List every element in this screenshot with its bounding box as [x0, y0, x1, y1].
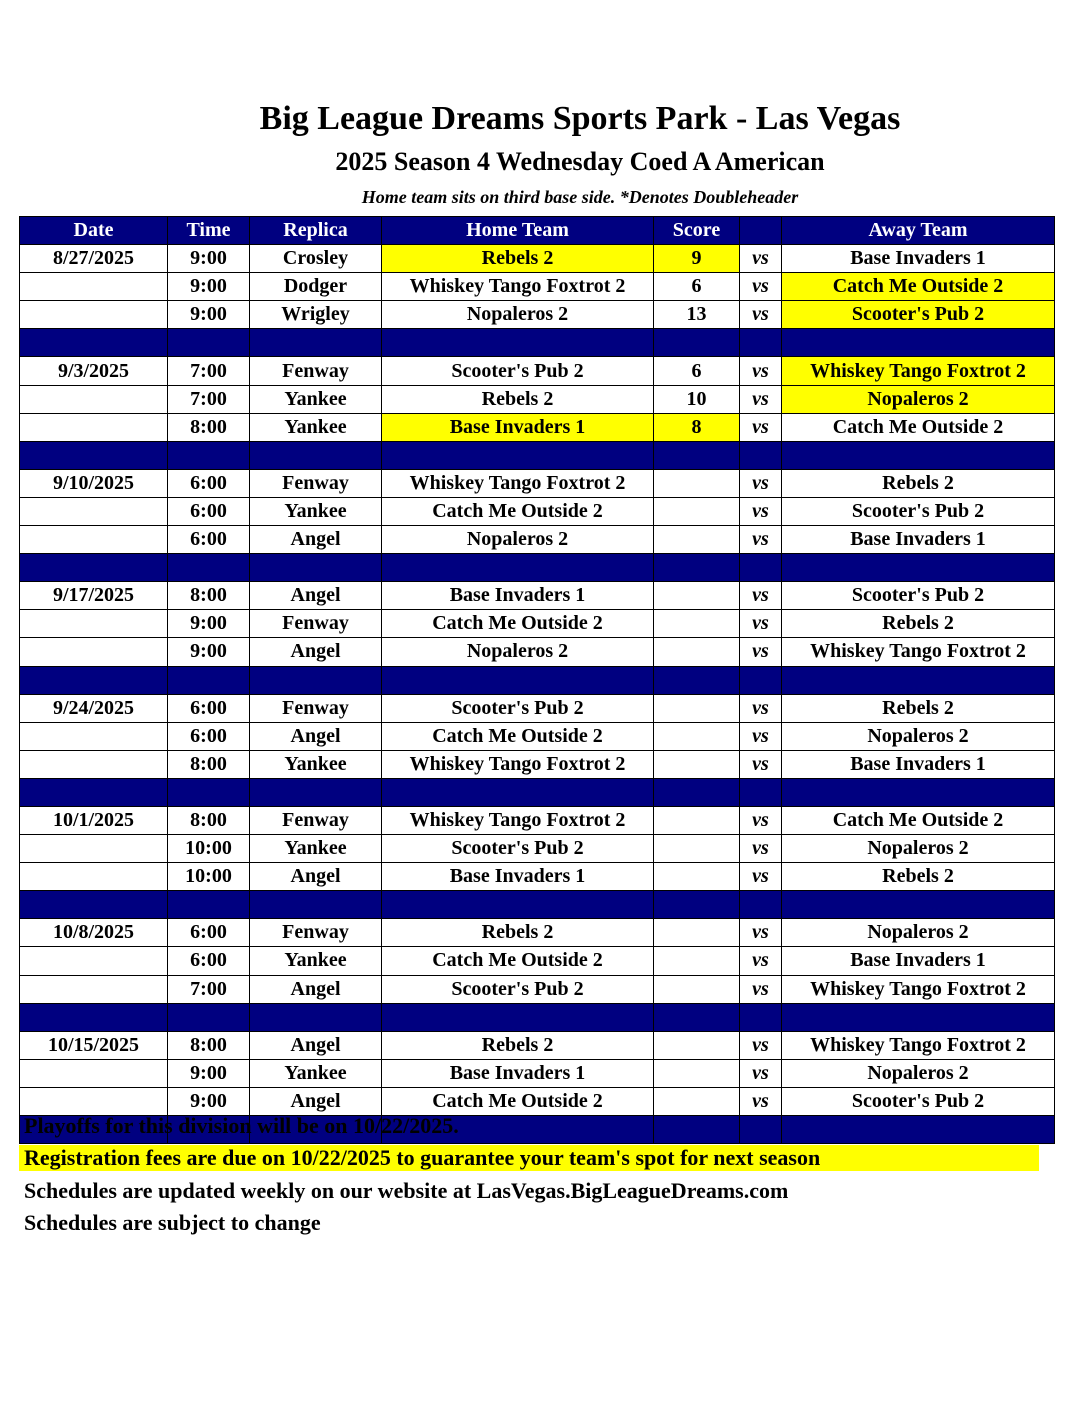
home-team: Catch Me Outside 2 [382, 1087, 654, 1115]
away-team: Scooter's Pub 2 [782, 582, 1055, 610]
away-team: Nopaleros 2 [782, 835, 1055, 863]
game-score: 8 [654, 413, 740, 441]
separator-cell [654, 329, 740, 357]
game-score: 9 [654, 245, 740, 273]
vs-label: vs [740, 526, 782, 554]
game-score [654, 835, 740, 863]
table-row [20, 806, 1055, 834]
game-score [654, 469, 740, 497]
vs-label: vs [740, 835, 782, 863]
vs-label: vs [740, 273, 782, 301]
vs-label: vs [740, 245, 782, 273]
away-team: Base Invaders 1 [782, 947, 1055, 975]
game-time: 6:00 [168, 526, 250, 554]
game-date [20, 1059, 168, 1087]
separator-cell [168, 778, 250, 806]
game-date [20, 975, 168, 1003]
vs-label: vs [740, 357, 782, 385]
table-row [20, 975, 1055, 1003]
game-score [654, 694, 740, 722]
game-date [20, 638, 168, 666]
game-field: Angel [250, 582, 382, 610]
vs-label: vs [740, 722, 782, 750]
column-header-home-team: Home Team [382, 217, 654, 245]
game-date [20, 610, 168, 638]
table-row [20, 750, 1055, 778]
season-subtitle: 2025 Season 4 Wednesday Coed A American [335, 147, 825, 176]
separator-cell [654, 891, 740, 919]
game-time: 6:00 [168, 694, 250, 722]
separator-cell [740, 329, 782, 357]
game-date [20, 301, 168, 329]
separator-cell [250, 554, 382, 582]
game-time: 9:00 [168, 1059, 250, 1087]
home-team: Base Invaders 1 [382, 413, 654, 441]
separator-cell [382, 329, 654, 357]
game-date: 9/3/2025 [20, 357, 168, 385]
table-row [20, 582, 1055, 610]
game-field: Yankee [250, 947, 382, 975]
separator-cell [250, 441, 382, 469]
game-score: 13 [654, 301, 740, 329]
away-team: Scooter's Pub 2 [782, 1087, 1055, 1115]
separator-cell [250, 891, 382, 919]
table-row [20, 497, 1055, 525]
game-field: Angel [250, 1087, 382, 1115]
separator-cell [782, 329, 1055, 357]
game-field: Angel [250, 1031, 382, 1059]
vs-label: vs [740, 1087, 782, 1115]
table-row [20, 947, 1055, 975]
separator-cell [382, 666, 654, 694]
game-field: Fenway [250, 357, 382, 385]
game-field: Fenway [250, 469, 382, 497]
separator-cell [654, 1116, 740, 1144]
game-date [20, 273, 168, 301]
game-date: 10/1/2025 [20, 806, 168, 834]
table-row [20, 610, 1055, 638]
game-field: Fenway [250, 919, 382, 947]
game-score [654, 919, 740, 947]
vs-label: vs [740, 975, 782, 1003]
column-header-score: Score [654, 217, 740, 245]
vs-label: vs [740, 301, 782, 329]
separator-cell [168, 329, 250, 357]
home-team: Nopaleros 2 [382, 301, 654, 329]
game-field: Crosley [250, 245, 382, 273]
home-team: Rebels 2 [382, 385, 654, 413]
table-row [20, 1031, 1055, 1059]
game-field: Fenway [250, 610, 382, 638]
away-team: Rebels 2 [782, 610, 1055, 638]
away-team: Rebels 2 [782, 694, 1055, 722]
away-team: Rebels 2 [782, 469, 1055, 497]
table-row [20, 469, 1055, 497]
separator-cell [20, 666, 168, 694]
game-time: 8:00 [168, 582, 250, 610]
page-title: Big League Dreams Sports Park - Las Vegas [259, 100, 901, 137]
table-row [20, 1087, 1055, 1115]
game-time: 9:00 [168, 638, 250, 666]
home-team: Catch Me Outside 2 [382, 497, 654, 525]
separator-cell [250, 666, 382, 694]
schedule-note: Home team sits on third base side. *Denotes Doubleheader [361, 187, 799, 207]
vs-label: vs [740, 1031, 782, 1059]
game-time: 10:00 [168, 835, 250, 863]
game-time: 8:00 [168, 1031, 250, 1059]
separator-cell [382, 554, 654, 582]
column-header-replica: Replica [250, 217, 382, 245]
game-field: Wrigley [250, 301, 382, 329]
away-team: Nopaleros 2 [782, 385, 1055, 413]
game-score: 10 [654, 385, 740, 413]
game-score [654, 638, 740, 666]
vs-label: vs [740, 863, 782, 891]
game-time: 8:00 [168, 413, 250, 441]
game-date: 9/17/2025 [20, 582, 168, 610]
home-team: Rebels 2 [382, 1031, 654, 1059]
game-date [20, 947, 168, 975]
separator-cell [782, 778, 1055, 806]
game-time: 9:00 [168, 273, 250, 301]
away-team: Whiskey Tango Foxtrot 2 [782, 638, 1055, 666]
away-team: Scooter's Pub 2 [782, 497, 1055, 525]
game-date: 8/27/2025 [20, 245, 168, 273]
week-separator-row [20, 554, 1055, 582]
separator-cell [782, 1116, 1055, 1144]
away-team: Nopaleros 2 [782, 722, 1055, 750]
home-team: Nopaleros 2 [382, 526, 654, 554]
separator-cell [740, 554, 782, 582]
game-date [20, 413, 168, 441]
game-score [654, 722, 740, 750]
separator-cell [654, 1003, 740, 1031]
table-row [20, 694, 1055, 722]
separator-cell [250, 778, 382, 806]
game-date [20, 385, 168, 413]
vs-label: vs [740, 1059, 782, 1087]
away-team: Whiskey Tango Foxtrot 2 [782, 1031, 1055, 1059]
home-team: Rebels 2 [382, 245, 654, 273]
game-time: 6:00 [168, 919, 250, 947]
away-team: Whiskey Tango Foxtrot 2 [782, 357, 1055, 385]
separator-cell [740, 441, 782, 469]
separator-cell [740, 778, 782, 806]
week-separator-row [20, 441, 1055, 469]
separator-cell [654, 666, 740, 694]
home-team: Scooter's Pub 2 [382, 835, 654, 863]
game-time: 7:00 [168, 357, 250, 385]
separator-cell [168, 666, 250, 694]
game-date [20, 863, 168, 891]
separator-cell [740, 1116, 782, 1144]
game-time: 7:00 [168, 975, 250, 1003]
separator-cell [382, 1003, 654, 1031]
game-date: 9/24/2025 [20, 694, 168, 722]
vs-label: vs [740, 413, 782, 441]
schedule-table [19, 216, 1055, 1144]
separator-cell [20, 778, 168, 806]
game-field: Yankee [250, 385, 382, 413]
home-team: Base Invaders 1 [382, 582, 654, 610]
week-separator-row [20, 1003, 1055, 1031]
game-time: 8:00 [168, 806, 250, 834]
separator-cell [382, 891, 654, 919]
game-date [20, 1087, 168, 1115]
game-score [654, 582, 740, 610]
game-field: Fenway [250, 806, 382, 834]
away-team: Base Invaders 1 [782, 245, 1055, 273]
game-date [20, 722, 168, 750]
game-field: Angel [250, 526, 382, 554]
column-header-date: Date [20, 217, 168, 245]
registration-note: Registration fees are due on 10/22/2025 to guarantee your team's spot for next season [19, 1145, 1039, 1171]
home-team: Rebels 2 [382, 919, 654, 947]
vs-label: vs [740, 497, 782, 525]
game-time: 9:00 [168, 610, 250, 638]
separator-cell [782, 1003, 1055, 1031]
game-time: 6:00 [168, 497, 250, 525]
home-team: Scooter's Pub 2 [382, 357, 654, 385]
week-separator-row [20, 778, 1055, 806]
separator-cell [382, 778, 654, 806]
vs-label: vs [740, 947, 782, 975]
game-field: Dodger [250, 273, 382, 301]
game-score [654, 1087, 740, 1115]
updates-note: Schedules are updated weekly on our website at LasVegas.BigLeagueDreams.com [24, 1178, 789, 1203]
game-field: Angel [250, 975, 382, 1003]
week-separator-row [20, 329, 1055, 357]
game-score [654, 750, 740, 778]
game-score [654, 526, 740, 554]
table-header-row [20, 217, 1055, 245]
change-note: Schedules are subject to change [24, 1210, 321, 1235]
game-time: 6:00 [168, 469, 250, 497]
away-team: Catch Me Outside 2 [782, 413, 1055, 441]
game-time: 9:00 [168, 301, 250, 329]
separator-cell [782, 441, 1055, 469]
home-team: Catch Me Outside 2 [382, 610, 654, 638]
game-score [654, 863, 740, 891]
table-row [20, 526, 1055, 554]
away-team: Catch Me Outside 2 [782, 273, 1055, 301]
game-field: Angel [250, 863, 382, 891]
vs-label: vs [740, 750, 782, 778]
game-time: 6:00 [168, 947, 250, 975]
game-time: 7:00 [168, 385, 250, 413]
separator-cell [740, 666, 782, 694]
separator-cell [20, 329, 168, 357]
game-time: 9:00 [168, 245, 250, 273]
game-date [20, 835, 168, 863]
game-score [654, 1031, 740, 1059]
separator-cell [168, 891, 250, 919]
column-header-away-team: Away Team [782, 217, 1055, 245]
vs-label: vs [740, 638, 782, 666]
vs-label: vs [740, 385, 782, 413]
separator-cell [382, 441, 654, 469]
game-score [654, 497, 740, 525]
column-header-time: Time [168, 217, 250, 245]
table-row [20, 722, 1055, 750]
game-field: Fenway [250, 694, 382, 722]
game-date: 9/10/2025 [20, 469, 168, 497]
game-score [654, 947, 740, 975]
week-separator-row [20, 666, 1055, 694]
table-row [20, 919, 1055, 947]
table-row [20, 1059, 1055, 1087]
table-row [20, 413, 1055, 441]
game-score [654, 806, 740, 834]
home-team: Base Invaders 1 [382, 1059, 654, 1087]
home-team: Scooter's Pub 2 [382, 694, 654, 722]
vs-label: vs [740, 694, 782, 722]
table-row [20, 863, 1055, 891]
game-field: Yankee [250, 413, 382, 441]
away-team: Scooter's Pub 2 [782, 301, 1055, 329]
away-team: Catch Me Outside 2 [782, 806, 1055, 834]
home-team: Catch Me Outside 2 [382, 722, 654, 750]
game-field: Yankee [250, 750, 382, 778]
table-row [20, 385, 1055, 413]
separator-cell [740, 891, 782, 919]
table-row [20, 245, 1055, 273]
separator-cell [168, 1003, 250, 1031]
vs-label: vs [740, 806, 782, 834]
game-score [654, 975, 740, 1003]
table-row [20, 357, 1055, 385]
separator-cell [250, 1003, 382, 1031]
table-row [20, 638, 1055, 666]
home-team: Nopaleros 2 [382, 638, 654, 666]
separator-cell [740, 1003, 782, 1031]
game-date [20, 750, 168, 778]
game-field: Angel [250, 722, 382, 750]
away-team: Base Invaders 1 [782, 526, 1055, 554]
separator-cell [654, 778, 740, 806]
game-date: 10/15/2025 [20, 1031, 168, 1059]
game-time: 8:00 [168, 750, 250, 778]
playoffs-note: Playoffs for this division will be on 10/22/2025. [24, 1113, 459, 1138]
separator-cell [250, 329, 382, 357]
home-team: Whiskey Tango Foxtrot 2 [382, 750, 654, 778]
home-team: Scooter's Pub 2 [382, 975, 654, 1003]
vs-label: vs [740, 919, 782, 947]
week-separator-row [20, 891, 1055, 919]
game-time: 9:00 [168, 1087, 250, 1115]
game-score [654, 610, 740, 638]
game-field: Yankee [250, 1059, 382, 1087]
vs-label: vs [740, 469, 782, 497]
separator-cell [168, 554, 250, 582]
separator-cell [654, 554, 740, 582]
away-team: Nopaleros 2 [782, 919, 1055, 947]
away-team: Nopaleros 2 [782, 1059, 1055, 1087]
home-team: Whiskey Tango Foxtrot 2 [382, 469, 654, 497]
away-team: Whiskey Tango Foxtrot 2 [782, 975, 1055, 1003]
game-field: Angel [250, 638, 382, 666]
game-time: 6:00 [168, 722, 250, 750]
separator-cell [168, 441, 250, 469]
home-team: Whiskey Tango Foxtrot 2 [382, 273, 654, 301]
game-score: 6 [654, 357, 740, 385]
game-score: 6 [654, 273, 740, 301]
game-date [20, 526, 168, 554]
game-time: 10:00 [168, 863, 250, 891]
separator-cell [654, 441, 740, 469]
schedule-body [20, 245, 1055, 1144]
game-field: Yankee [250, 835, 382, 863]
vs-label: vs [740, 610, 782, 638]
table-row [20, 835, 1055, 863]
vs-label: vs [740, 582, 782, 610]
table-row [20, 301, 1055, 329]
game-date [20, 497, 168, 525]
home-team: Catch Me Outside 2 [382, 947, 654, 975]
separator-cell [20, 891, 168, 919]
separator-cell [20, 441, 168, 469]
game-date: 10/8/2025 [20, 919, 168, 947]
away-team: Base Invaders 1 [782, 750, 1055, 778]
separator-cell [20, 1003, 168, 1031]
table-row [20, 273, 1055, 301]
game-field: Yankee [250, 497, 382, 525]
separator-cell [20, 554, 168, 582]
home-team: Whiskey Tango Foxtrot 2 [382, 806, 654, 834]
separator-cell [782, 891, 1055, 919]
game-score [654, 1059, 740, 1087]
separator-cell [782, 666, 1055, 694]
away-team: Rebels 2 [782, 863, 1055, 891]
home-team: Base Invaders 1 [382, 863, 654, 891]
separator-cell [782, 554, 1055, 582]
column-header-vs [740, 217, 782, 245]
